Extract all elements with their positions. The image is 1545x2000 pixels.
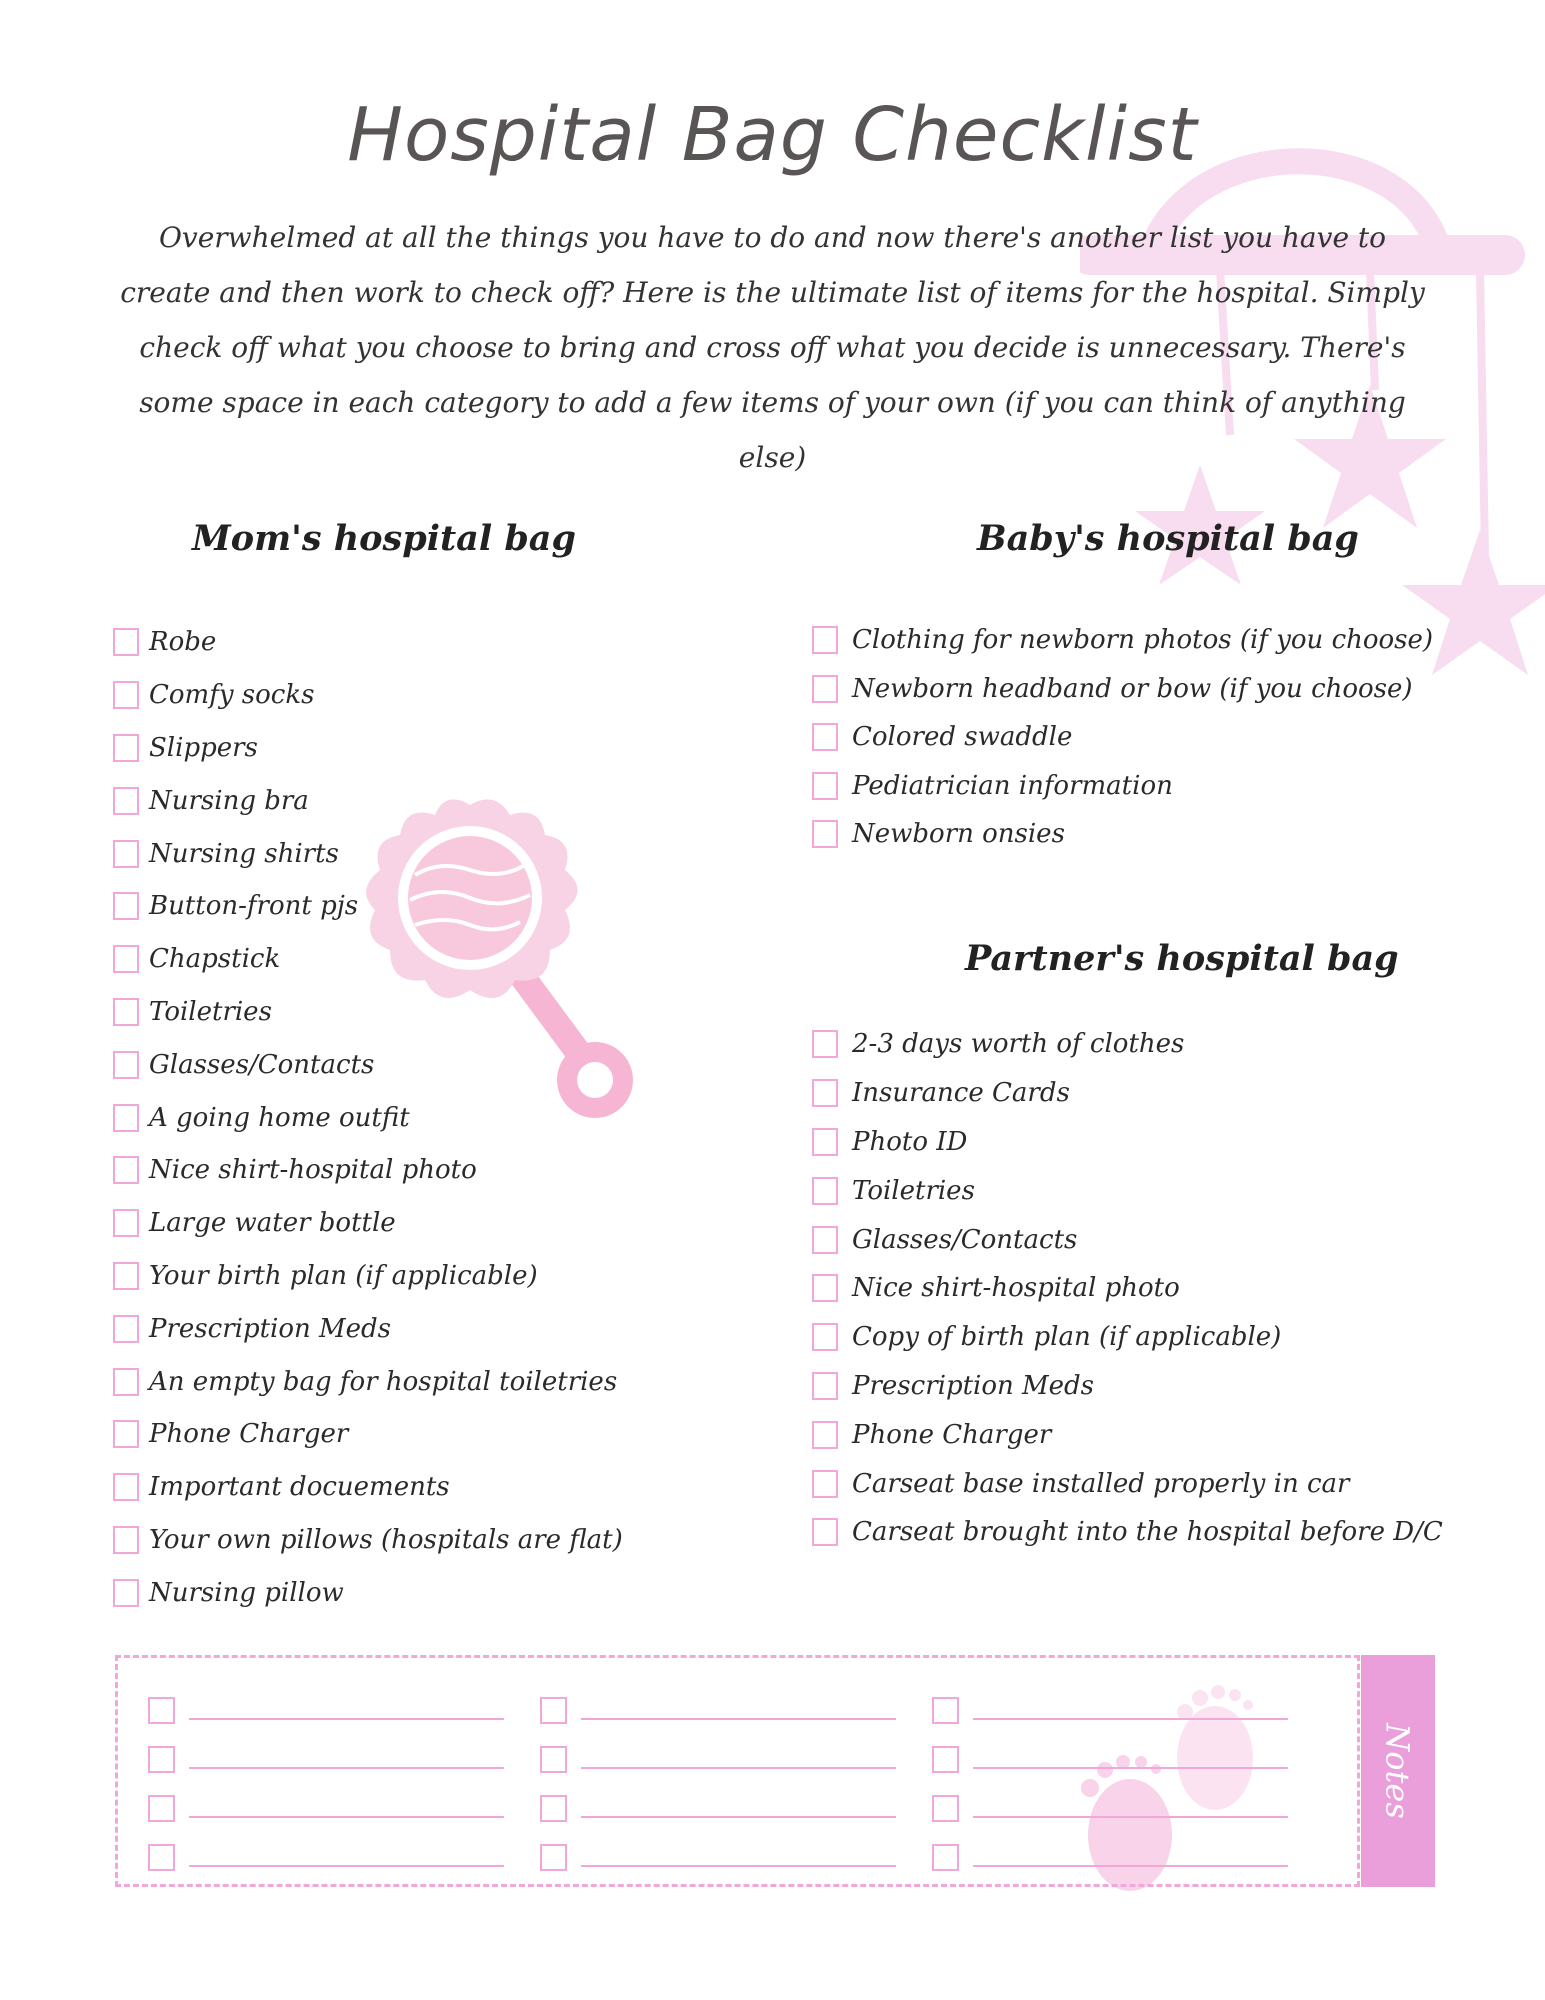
checkbox[interactable] <box>113 1315 139 1343</box>
checkbox[interactable] <box>113 1104 139 1132</box>
checklist-item <box>113 933 623 986</box>
item-label: Your birth plan (if applicable) <box>149 1260 538 1291</box>
item-label: Prescription Meds <box>852 1370 1095 1401</box>
notes-row <box>540 1784 896 1833</box>
checkbox[interactable] <box>148 1746 175 1773</box>
notes-column <box>540 1686 896 1882</box>
notes-line[interactable] <box>973 1718 1288 1720</box>
notes-column <box>148 1686 504 1882</box>
notes-line[interactable] <box>581 1816 896 1818</box>
checkbox[interactable] <box>812 1079 838 1107</box>
checkbox[interactable] <box>148 1844 175 1871</box>
intro-paragraph: Overwhelmed at all the things you have to do and now there's another list you have to create and then work to check off? Here is the ultimate list of items for the hospital. Simply check off what you choose to bring and cross off what you decide is unnecessary. There's some space in each category to add a few items of your own (if you can think of anything else) <box>120 221 1425 474</box>
item-label: Copy of birth plan (if applicable) <box>852 1322 1282 1353</box>
item-label: Toiletries <box>149 996 272 1027</box>
item-label: Nice shirt-hospital photo <box>852 1273 1180 1304</box>
item-label: Phone Charger <box>852 1419 1052 1450</box>
checkbox[interactable] <box>113 681 139 709</box>
checkbox[interactable] <box>812 626 838 654</box>
mom-checklist <box>113 616 623 1619</box>
notes-row <box>148 1833 504 1882</box>
checklist-item <box>812 665 1433 714</box>
item-label: Comfy socks <box>149 680 315 711</box>
checklist-item <box>113 1461 623 1514</box>
checkbox[interactable] <box>113 734 139 762</box>
checklist-item <box>812 762 1433 811</box>
checklist-item <box>113 774 623 827</box>
checkbox[interactable] <box>540 1844 567 1871</box>
item-label: Toiletries <box>852 1175 975 1206</box>
checkbox[interactable] <box>812 1421 838 1449</box>
notes-line[interactable] <box>189 1865 504 1867</box>
notes-line[interactable] <box>973 1816 1288 1818</box>
item-label: Clothing for newborn photos (if you choose) <box>852 625 1434 656</box>
checkbox[interactable] <box>932 1746 959 1773</box>
checklist-item <box>812 810 1433 859</box>
checklist-item <box>812 1410 1443 1459</box>
checklist-item <box>812 1215 1443 1264</box>
checkbox[interactable] <box>812 1274 838 1302</box>
notes-line[interactable] <box>581 1767 896 1769</box>
checklist-item <box>812 713 1433 762</box>
item-label: An empty bag for hospital toiletries <box>149 1366 618 1397</box>
checkbox[interactable] <box>113 1156 139 1184</box>
baby-checklist <box>812 616 1433 859</box>
checkbox[interactable] <box>113 1262 139 1290</box>
item-label: Nursing pillow <box>149 1577 344 1608</box>
notes-row <box>540 1833 896 1882</box>
checkbox[interactable] <box>113 1473 139 1501</box>
checkbox[interactable] <box>113 1420 139 1448</box>
checklist-item <box>812 1459 1443 1508</box>
notes-box <box>115 1655 1360 1887</box>
checklist-item <box>113 880 623 933</box>
item-label: 2-3 days worth of clothes <box>852 1029 1185 1060</box>
checklist-item <box>113 1514 623 1567</box>
notes-line[interactable] <box>189 1718 504 1720</box>
checkbox[interactable] <box>113 998 139 1026</box>
notes-row <box>148 1784 504 1833</box>
checklist-item <box>113 1408 623 1461</box>
checkbox[interactable] <box>113 1579 139 1607</box>
checkbox[interactable] <box>113 787 139 815</box>
notes-line[interactable] <box>189 1767 504 1769</box>
checklist-item <box>113 1566 623 1619</box>
checklist-item <box>113 669 623 722</box>
notes-row <box>148 1686 504 1735</box>
item-label: Your own pillows (hospitals are flat) <box>149 1524 623 1555</box>
item-label: Button-front pjs <box>149 891 359 922</box>
checkbox[interactable] <box>812 1128 838 1156</box>
item-label: Nice shirt-hospital photo <box>149 1155 477 1186</box>
checkbox[interactable] <box>812 772 838 800</box>
checklist-item <box>113 1302 623 1355</box>
checkbox[interactable] <box>113 1051 139 1079</box>
checklist-item <box>812 1362 1443 1411</box>
item-label: Pediatrician information <box>852 770 1173 801</box>
checkbox[interactable] <box>113 945 139 973</box>
item-label: Glasses/Contacts <box>852 1224 1078 1255</box>
notes-row <box>932 1833 1288 1882</box>
checkbox[interactable] <box>148 1697 175 1724</box>
checkbox[interactable] <box>812 1226 838 1254</box>
checklist-item <box>812 1264 1443 1313</box>
item-label: Colored swaddle <box>852 722 1073 753</box>
notes-column <box>932 1686 1288 1882</box>
notes-row <box>932 1735 1288 1784</box>
item-label: Slippers <box>149 732 258 763</box>
mom-section-heading: Mom's hospital bag <box>192 518 576 559</box>
notes-row <box>932 1784 1288 1833</box>
checkbox[interactable] <box>932 1697 959 1724</box>
checkbox[interactable] <box>113 840 139 868</box>
checklist-item <box>812 616 1433 665</box>
checklist-item <box>113 1091 623 1144</box>
notes-row <box>540 1686 896 1735</box>
checkbox[interactable] <box>148 1795 175 1822</box>
checklist-item <box>113 1197 623 1250</box>
checkbox[interactable] <box>113 1209 139 1237</box>
checklist-item <box>812 1020 1443 1069</box>
notes-tab <box>1361 1655 1435 1887</box>
checklist-item <box>812 1508 1443 1557</box>
item-label: Important docuements <box>149 1472 450 1503</box>
checkbox[interactable] <box>932 1795 959 1822</box>
partner-section-heading: Partner's hospital bag <box>965 938 1399 979</box>
partner-checklist <box>812 1020 1443 1557</box>
checkbox[interactable] <box>812 1030 838 1058</box>
notes-line[interactable] <box>189 1816 504 1818</box>
page-title: Hospital Bag Checklist <box>347 92 1198 178</box>
notes-line[interactable] <box>973 1767 1288 1769</box>
checkbox[interactable] <box>113 892 139 920</box>
item-label: Carseat base installed properly in car <box>852 1468 1350 1499</box>
item-label: Newborn onsies <box>852 819 1065 850</box>
checkbox[interactable] <box>812 1470 838 1498</box>
checklist-item <box>113 616 623 669</box>
notes-row <box>148 1735 504 1784</box>
item-label: Phone Charger <box>149 1419 349 1450</box>
checklist-item <box>113 722 623 775</box>
checkbox[interactable] <box>113 1526 139 1554</box>
checkbox[interactable] <box>812 1177 838 1205</box>
checklist-item <box>113 1038 623 1091</box>
item-label: Chapstick <box>149 944 281 975</box>
baby-section-heading: Baby's hospital bag <box>977 518 1359 559</box>
checklist-item <box>113 1355 623 1408</box>
checklist-item <box>812 1166 1443 1215</box>
checkbox[interactable] <box>540 1746 567 1773</box>
checkbox[interactable] <box>113 628 139 656</box>
checklist-item <box>812 1118 1443 1167</box>
notes-line[interactable] <box>973 1865 1288 1867</box>
item-label: Insurance Cards <box>852 1078 1070 1109</box>
checkbox[interactable] <box>812 723 838 751</box>
checklist-item <box>113 986 623 1039</box>
checklist-item <box>812 1313 1443 1362</box>
notes-line[interactable] <box>581 1718 896 1720</box>
item-label: Large water bottle <box>149 1208 396 1239</box>
item-label: A going home outfit <box>149 1102 410 1133</box>
checkbox[interactable] <box>113 1368 139 1396</box>
checkbox[interactable] <box>812 1323 838 1351</box>
checkbox[interactable] <box>812 1518 838 1546</box>
checkbox[interactable] <box>812 1372 838 1400</box>
item-label: Photo ID <box>852 1126 968 1157</box>
checklist-item <box>113 827 623 880</box>
item-label: Nursing shirts <box>149 838 339 869</box>
item-label: Nursing bra <box>149 785 309 816</box>
notes-line[interactable] <box>581 1865 896 1867</box>
checklist-item <box>113 1250 623 1303</box>
item-label: Carseat brought into the hospital before D/C <box>852 1517 1443 1548</box>
checklist-item <box>812 1069 1443 1118</box>
item-label: Robe <box>149 627 217 658</box>
checkbox[interactable] <box>540 1697 567 1724</box>
checkbox[interactable] <box>932 1844 959 1871</box>
checkbox[interactable] <box>812 820 838 848</box>
item-label: Newborn headband or bow (if you choose) <box>852 673 1413 704</box>
notes-row <box>540 1735 896 1784</box>
checkbox[interactable] <box>540 1795 567 1822</box>
checklist-item <box>113 1144 623 1197</box>
item-label: Glasses/Contacts <box>149 1049 375 1080</box>
notes-tab-label: Notes <box>1379 1723 1418 1819</box>
checkbox[interactable] <box>812 675 838 703</box>
notes-row <box>932 1686 1288 1735</box>
item-label: Prescription Meds <box>149 1313 392 1344</box>
